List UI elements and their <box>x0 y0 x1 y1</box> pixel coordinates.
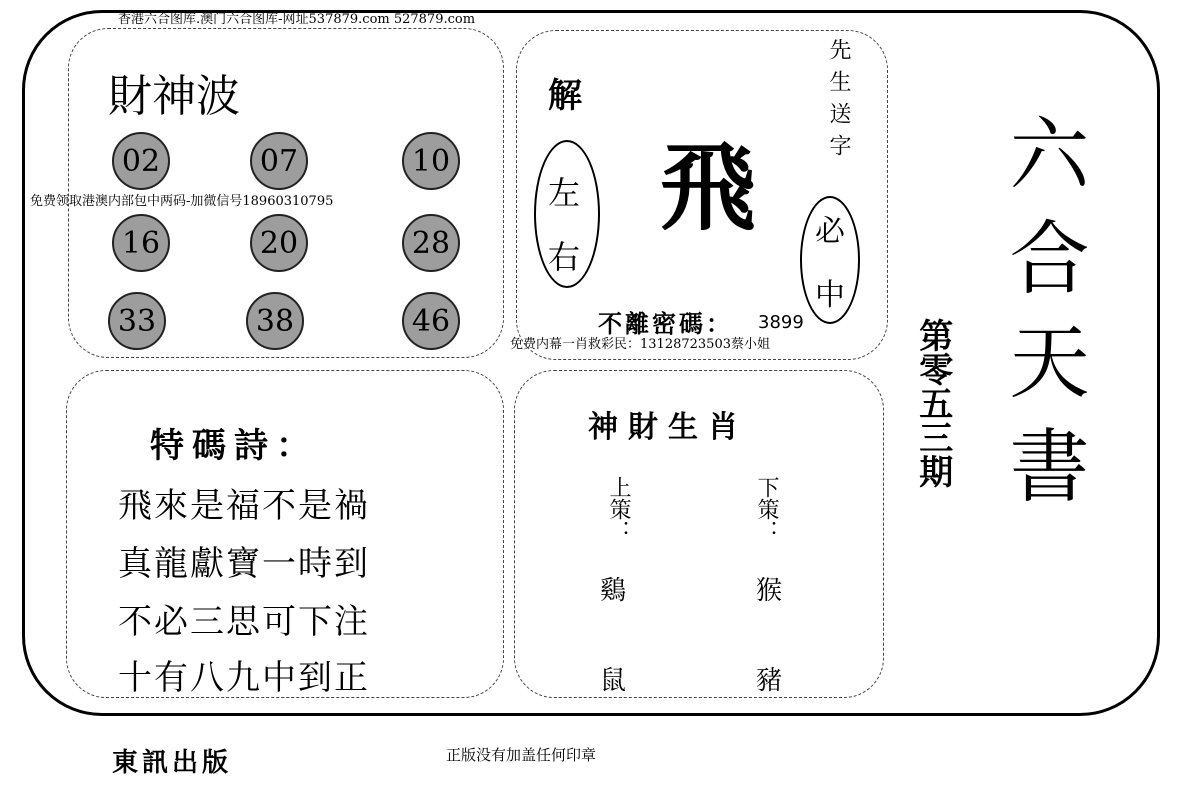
sender-text: 先生送字 <box>826 38 851 166</box>
must-hit-char: 中 <box>815 278 845 313</box>
number-ball: 33 <box>108 292 166 350</box>
number-ball: 07 <box>250 132 308 190</box>
number-ball: 10 <box>402 132 460 190</box>
book-title: 六合天書 <box>996 112 1089 528</box>
lower-animal: 猴 <box>756 576 783 606</box>
number-ball: 20 <box>250 214 308 272</box>
left-char: 左 <box>548 174 581 212</box>
publisher: 東訊出版 <box>112 748 233 778</box>
upper-strategy-label: 上策： <box>606 476 631 542</box>
poem-line: 真龍獻寶一時到 <box>118 544 370 584</box>
lower-strategy-label: 下策： <box>754 476 779 542</box>
poem-line: 飛來是福不是禍 <box>118 486 370 526</box>
riddle-main-char: 飛 <box>660 131 756 244</box>
must-hit-char: 必 <box>815 214 845 249</box>
wealth-wave-title: 財神波 <box>108 71 240 122</box>
solve-label: 解 <box>548 76 582 116</box>
promo-text-top: 免费领取港澳内部包中两码-加微信号18960310795 <box>30 194 334 209</box>
lower-animal: 豬 <box>756 666 783 696</box>
number-ball: 28 <box>402 214 460 272</box>
upper-animal: 鼠 <box>600 666 627 696</box>
right-char: 右 <box>548 238 581 276</box>
stamp-notice: 正版没有加盖任何印章 <box>446 746 597 764</box>
code-label: 不離密碼： <box>598 309 733 338</box>
upper-animal: 鷄 <box>600 576 627 606</box>
number-ball: 16 <box>112 214 170 272</box>
number-ball: 02 <box>112 132 170 190</box>
issue-number: 第零五三期 <box>912 318 953 488</box>
number-ball: 38 <box>246 292 304 350</box>
zodiac-title: 神財生肖 <box>588 410 748 445</box>
header-url-text: 香港六合图库.澳门六合图库-网址537879.com 527879.com <box>118 12 476 27</box>
promo-text-bottom: 免费内幕一肖救彩民：13128723503蔡小姐 <box>510 337 770 352</box>
number-ball: 46 <box>402 292 460 350</box>
poem-line: 十有八九中到正 <box>118 658 370 698</box>
code-value: 3899 <box>758 312 804 333</box>
poem-title: 特碼詩： <box>150 426 318 466</box>
poem-line: 不必三思可下注 <box>118 602 370 642</box>
